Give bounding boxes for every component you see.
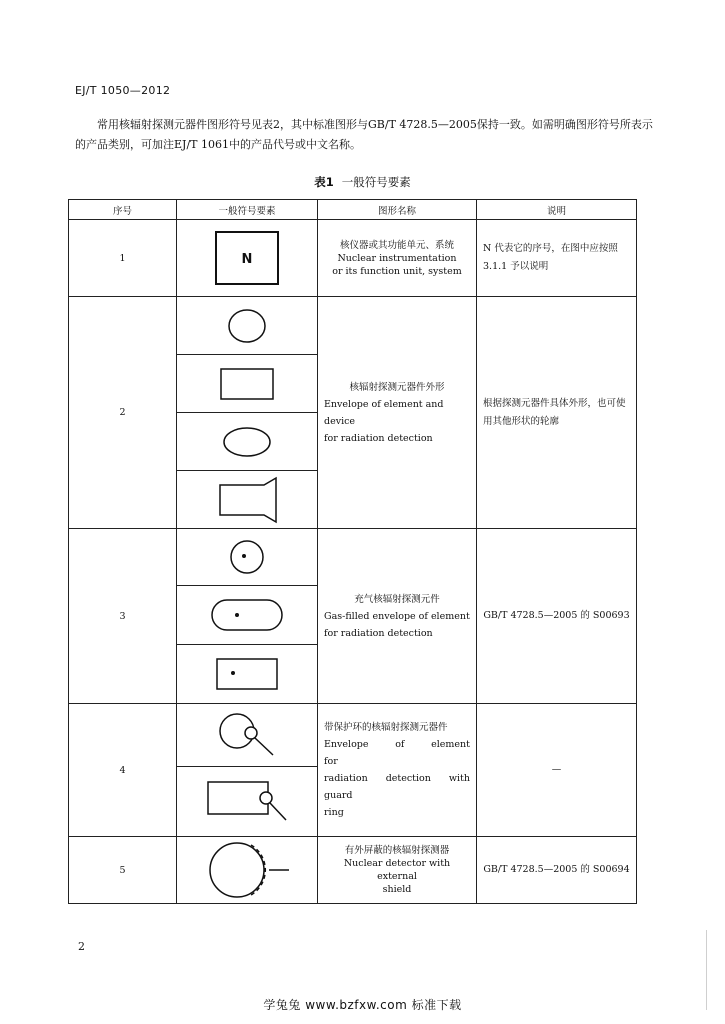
table-row bbox=[69, 704, 637, 767]
symbol-cell bbox=[177, 586, 318, 645]
header-symbol: 一般符号要素 bbox=[177, 200, 318, 220]
table-caption bbox=[0, 174, 725, 190]
name-en-2: for radiation detection bbox=[324, 627, 433, 639]
row-number: 4 bbox=[69, 704, 177, 837]
name-en-2: for radiation detection bbox=[324, 432, 433, 444]
name-en-2: radiation detection with guard bbox=[324, 773, 470, 801]
flared-rectangle-envelope-icon bbox=[212, 475, 282, 525]
dotted-rounded-rectangle-icon bbox=[209, 596, 285, 634]
symbol-cell bbox=[177, 704, 318, 767]
header-note: 说明 bbox=[477, 200, 637, 220]
name-en-2: shield bbox=[382, 884, 412, 895]
note-line-1: GB/T 4728.5—2005 的 S00694 bbox=[483, 864, 630, 875]
symbol-cell bbox=[177, 529, 318, 586]
table-caption-title: 一般符号要素 bbox=[341, 175, 411, 189]
symbol-cell bbox=[177, 297, 318, 355]
name-zh: 核仪器或其功能单元、系统 bbox=[339, 239, 454, 251]
note-cell bbox=[477, 529, 637, 704]
row-number: 2 bbox=[69, 297, 177, 529]
note-cell bbox=[477, 297, 637, 529]
name-cell bbox=[318, 529, 477, 704]
note-line-2: 用其他形状的轮廓 bbox=[483, 415, 560, 427]
name-en-1: Nuclear instrumentation bbox=[337, 252, 457, 264]
circle-envelope-icon bbox=[226, 306, 268, 346]
dotted-rectangle-icon bbox=[215, 656, 279, 692]
name-zh: 核辐射探测元器件外形 bbox=[349, 381, 445, 393]
table-row bbox=[69, 220, 637, 297]
note-line-1: — bbox=[551, 764, 562, 775]
name-en-1: Gas-filled envelope of element bbox=[324, 610, 470, 622]
row-number: 5 bbox=[69, 837, 177, 904]
name-en-2: or its function unit, system bbox=[332, 265, 462, 277]
page-number: 2 bbox=[78, 940, 85, 953]
name-en-1: Nuclear detector with external bbox=[343, 858, 451, 882]
symbol-cell bbox=[177, 837, 318, 904]
symbol-cell bbox=[177, 645, 318, 704]
symbol-cell bbox=[177, 471, 318, 529]
name-zh: 有外屏蔽的核辐射探测器 bbox=[344, 845, 450, 856]
ellipse-envelope-icon bbox=[221, 425, 273, 459]
square-with-N-icon bbox=[214, 230, 280, 286]
header-name: 图形名称 bbox=[318, 200, 477, 220]
note-cell bbox=[477, 837, 637, 904]
name-cell bbox=[318, 220, 477, 297]
name-cell bbox=[318, 297, 477, 529]
note-line-1: N 代表它的序号，在图中应按照 bbox=[483, 243, 618, 254]
symbol-cell bbox=[177, 413, 318, 471]
note-cell bbox=[477, 220, 637, 297]
intro-paragraph: 常用核辐射探测元器件图形符号见表2，其中标准图形与GB/T 4728.5—2005保持一致。如需明确图形符号所表示的产品类别，可加注EJ/T 1061中的产品代号或中文名称。 bbox=[75, 118, 653, 151]
note-line-1: 根据探测元器件具体外形，也可使 bbox=[483, 397, 626, 409]
guard-ring-rectangle-icon bbox=[202, 776, 292, 828]
header-no: 序号 bbox=[69, 200, 177, 220]
rectangle-envelope-icon bbox=[219, 366, 275, 402]
note-line-2: 3.1.1 予以说明 bbox=[483, 261, 549, 272]
name-zh: 充气核辐射探测元件 bbox=[354, 593, 440, 605]
footer-watermark: 学兔兔 www.bzfxw.com 标准下载 bbox=[263, 998, 462, 1012]
name-en-3: ring bbox=[324, 807, 344, 818]
name-zh: 带保护环的核辐射探测元器件 bbox=[324, 722, 448, 733]
symbol-cell bbox=[177, 220, 318, 297]
name-en-1: Envelope of element for bbox=[324, 739, 470, 767]
table-row bbox=[69, 529, 637, 586]
note-cell bbox=[477, 704, 637, 837]
table-header-row bbox=[69, 200, 637, 220]
standard-code: EJ/T 1050—2012 bbox=[75, 84, 171, 97]
row-number: 3 bbox=[69, 529, 177, 704]
guard-ring-circle-icon bbox=[207, 709, 287, 761]
row-number: 1 bbox=[69, 220, 177, 297]
symbol-table bbox=[68, 199, 637, 904]
dotted-circle-icon bbox=[227, 537, 267, 577]
table-row bbox=[69, 297, 637, 355]
name-cell bbox=[318, 704, 477, 837]
symbol-cell bbox=[177, 767, 318, 837]
name-en-1: Envelope of element and device bbox=[324, 398, 444, 427]
table-row bbox=[69, 837, 637, 904]
name-cell bbox=[318, 837, 477, 904]
symbol-letter: N bbox=[241, 252, 253, 267]
shielded-detector-icon bbox=[197, 839, 297, 901]
table-caption-label: 表1 bbox=[314, 175, 334, 189]
symbol-cell bbox=[177, 355, 318, 413]
note-line-1: GB/T 4728.5—2005 的 S00693 bbox=[483, 610, 630, 621]
